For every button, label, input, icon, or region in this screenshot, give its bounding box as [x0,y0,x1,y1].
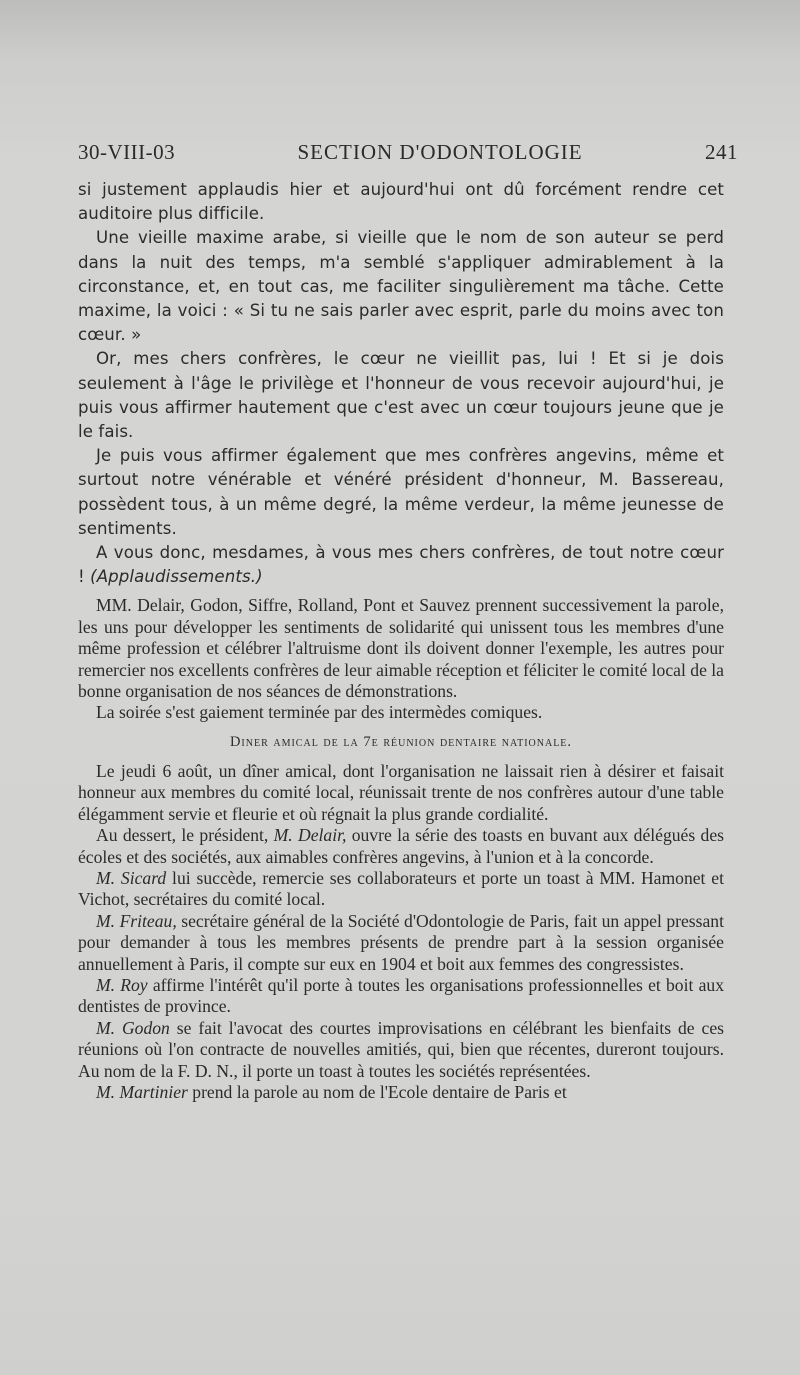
speech-text [78,178,724,589]
section-title: Diner amical de la 7e réunion dentaire nationale. [229,733,573,750]
paragraph [78,975,724,1018]
paragraph-text: Le jeudi 6 août, un dîner amical, dont l'organisation ne laissait rien à désirer et faisait honneur aux membres du comité local, réunissait trente de nos confrères autour d'une table élégamment servie et fleurie et où régnait la plus grande cordialité. [78,760,724,824]
paragraph [78,1018,724,1082]
header-title: SECTION D'ODONTOLOGIE [297,140,583,164]
paragraph: MM. Delair, Godon, Siffre, Rolland, Pont et Sauvez prennent successivement la parole, les uns pour développer les sentiments de solidarité qui unissent tous les membres d'une même profession et célébrer l'altruisme dont ils doivent donner l'exemple, les autres pour remercier nos excellents confrères de leur aimable réception et féliciter le comité local de la bonne organisation de nos séances de démonstrations. [78,595,724,702]
paragraph-text: ouvre la série des toasts en buvant aux délégués des écoles et des sociétés, aux aimables confrères angevins, à l'union et à la concorde. [78,825,724,867]
paragraph: si justement applaudis hier et aujourd'hui ont dû forcément rendre cet auditoire plus difficile. [78,180,724,224]
paragraph-text: A vous donc, mesdames, à vous mes chers confrères, de tout notre cœur ! [78,543,724,587]
speaker-name: M. Delair, [273,825,347,846]
paragraph-text: secrétaire général de la Société d'Odontologie de Paris, fait un appel pressant pour demander à tous les membres présents de prendre part à la session organisée annuellement à Paris, il compte sur eux en 1904 et boit aux femmes des congressistes. [78,910,724,974]
page-number: 241 [704,140,738,164]
applause-note: (Applaudissements.) [90,567,263,587]
paragraph [78,911,724,975]
header-date: 30-VIII-03 [78,140,176,164]
paragraph [78,825,724,868]
paragraph-text: se fait l'avocat des courtes improvisations en célébrant les bienfaits de ces réunions où l'on contracte de nouvelles amitiés, qui, bien que récentes, dureront toujours. Au nom de la F. D. N., il porte un toast à toutes les sociétés représentées. [78,1017,724,1081]
report-text-top [78,595,724,723]
speaker-name: M. Roy [96,974,148,995]
paragraph: Or, mes chers confrères, le cœur ne vieillit pas, lui ! Et si je dois seulement à l'âge le privilège et l'honneur de vous recevoir aujourd'hui, je puis vous affirmer hautement que c'est avec un cœur toujours jeune que je le fais. [78,349,724,442]
speaker-name: M. Godon [96,1017,170,1038]
paragraph-lead: Au dessert, le président, [96,825,274,846]
paragraph: La soirée s'est gaiement terminée par des intermèdes comiques. [96,702,543,723]
paragraph [78,541,724,589]
page-body [78,178,724,1103]
paragraph: Je puis vous affirmer également que mes confrères angevins, même et surtout notre vénérable et vénéré président d'honneur, M. Bassereau, possèdent tous, à un même degré, la même verdeur, la même jeunesse de sentiments. [78,446,724,538]
paragraph-text: lui succède, remercie ses collaborateurs et porte un toast à MM. Hamonet et Vichot, secrétaires du comité local. [78,867,724,910]
paragraph [78,1082,724,1103]
paragraph [78,868,724,911]
paragraph-text: prend la parole au nom de l'Ecole dentaire de Paris et [187,1081,567,1102]
speaker-name: M. Friteau, [96,910,177,931]
paragraph: Une vieille maxime arabe, si vieille que le nom de son auteur se perd dans la nuit des temps, m'a semblé s'appliquer admirablement à la circonstance, et, en tout cas, me faciliter singulièrement ma tâche. Cette maxime, la voici : « Si tu ne sais parler avec esprit, parle du moins avec ton cœur. » [78,228,724,345]
speaker-name: M. Sicard [96,867,167,888]
running-header [78,140,738,165]
paragraph [78,761,724,825]
report-text-bottom [78,761,724,1104]
speaker-name: M. Martinier [96,1081,188,1102]
paragraph-text: affirme l'intérêt qu'il porte à toutes les organisations professionnelles et boit aux dentistes de province. [78,974,724,1017]
